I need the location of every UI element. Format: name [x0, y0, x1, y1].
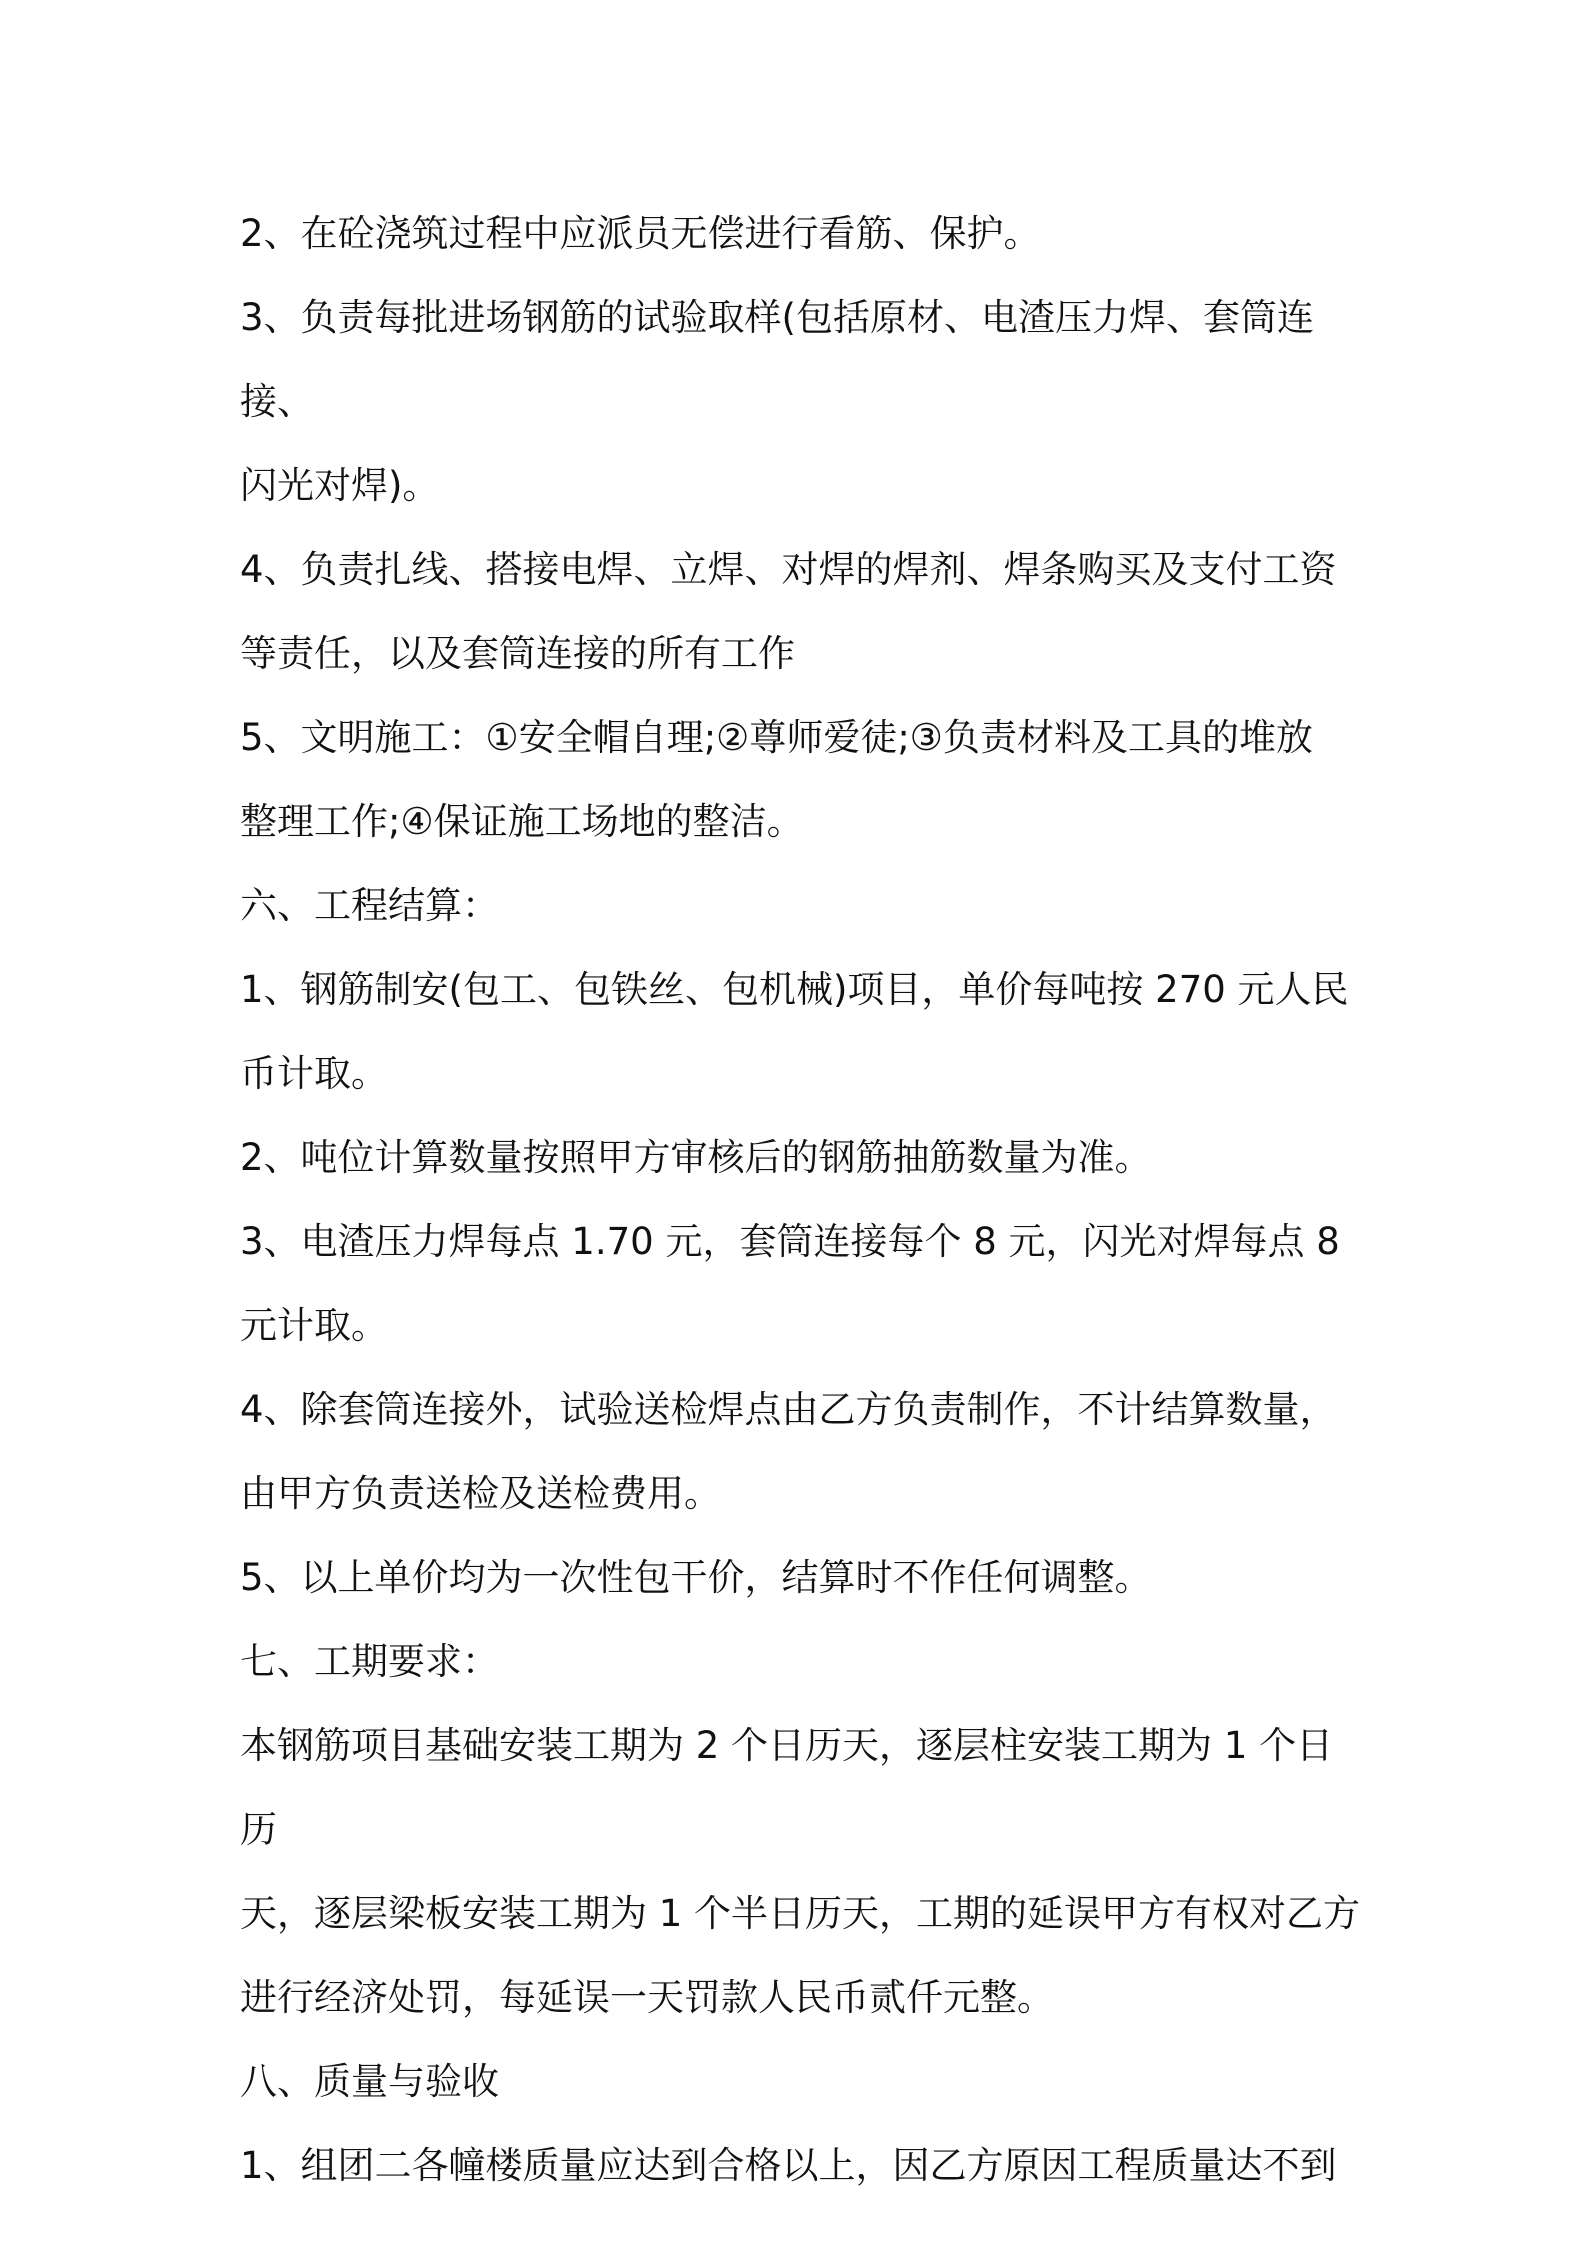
line-20: 进行经济处罚，每延误一天罚款人民币贰仟元整。 [240, 1976, 1054, 2019]
line-5: 等责任，以及套筒连接的所有工作 [240, 632, 795, 675]
line-22: 1、组团二各幢楼质量应达到合格以上，因乙方原因工程质量达不到 [240, 2144, 1337, 2187]
line-3: 闪光对焊)。 [240, 464, 440, 507]
line-18: 本钢筋项目基础安装工期为 2 个日历天，逐层柱安装工期为 1 个日历 [240, 1724, 1334, 1851]
line-14: 4、除套筒连接外，试验送检焊点由乙方负责制作，不计结算数量， [240, 1388, 1337, 1431]
document-body [240, 192, 1370, 2208]
line-1: 2、在砼浇筑过程中应派员无偿进行看筋、保护。 [240, 212, 1041, 255]
section-heading-schedule: 七、工期要求： [240, 1640, 499, 1683]
line-2: 3、负责每批进场钢筋的试验取样(包括原材、电渣压力焊、套筒连接、 [240, 296, 1314, 423]
line-6: 5、文明施工：①安全帽自理;②尊师爱徒;③负责材料及工具的堆放 [240, 716, 1313, 759]
line-13: 元计取。 [240, 1304, 388, 1347]
section-heading-settlement: 六、工程结算： [240, 884, 499, 927]
section-heading-quality: 八、质量与验收 [240, 2060, 499, 2103]
line-15: 由甲方负责送检及送检费用。 [240, 1472, 721, 1515]
line-4: 4、负责扎线、搭接电焊、立焊、对焊的焊剂、焊条购买及支付工资 [240, 548, 1337, 591]
line-10: 币计取。 [240, 1052, 388, 1095]
line-7: 整理工作;④保证施工场地的整洁。 [240, 800, 804, 843]
line-12: 3、电渣压力焊每点 1.70 元，套筒连接每个 8 元，闪光对焊每点 8 [240, 1220, 1340, 1263]
line-11: 2、吨位计算数量按照甲方审核后的钢筋抽筋数量为准。 [240, 1136, 1152, 1179]
line-9: 1、钢筋制安(包工、包铁丝、包机械)项目，单价每吨按 270 元人民 [240, 968, 1349, 1011]
line-19: 天，逐层梁板安装工期为 1 个半日历天，工期的延误甲方有权对乙方 [240, 1892, 1361, 1935]
line-16: 5、以上单价均为一次性包干价，结算时不作任何调整。 [240, 1556, 1152, 1599]
